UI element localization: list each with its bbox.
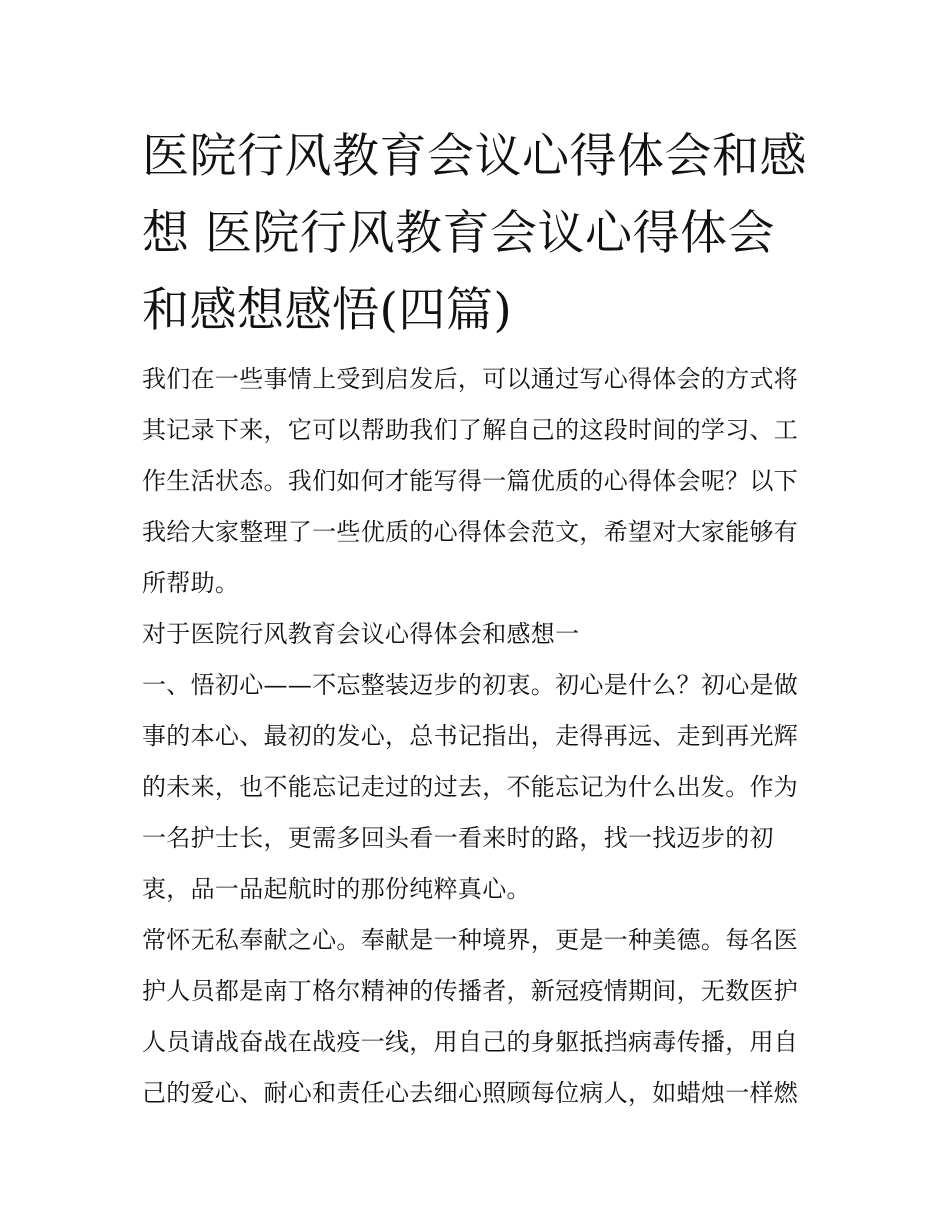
body-paragraph: 常怀无私奉献之心。奉献是一种境界，更是一种美德。每名医护人员都是南丁格尔精神的传播者，新冠疫情期间，无数医护人员请战奋战在战疫一线，用自己的身躯抵挡病毒传播，用自己的爱心、耐心和责任心去细心照顾每位病人，如蜡烛一样燃 (142, 926, 799, 1107)
document-title: 医院行风教育会议心得体会和感想 医院行风教育会议心得体会和感想感悟(四篇) (142, 129, 807, 338)
document-page (142, 118, 814, 1119)
intro-paragraph: 我们在一些事情上受到启发后，可以通过写心得体会的方式将其记录下来，它可以帮助我们了解自己的这段时间的学习、工作生活状态。我们如何才能写得一篇优质的心得体会呢？以下我给大家整理了一些优质的心得体会范文，希望对大家能够有所帮助。 (142, 365, 799, 597)
section-heading: 对于医院行风教育会议心得体会和感想一 (142, 620, 580, 648)
document-body (142, 354, 814, 1119)
body-paragraph: 一、悟初心——不忘整装迈步的初衷。初心是什么？初心是做事的本心、最初的发心，总书记指出，走得再远、走到再光辉的未来，也不能忘记走过的过去，不能忘记为什么出发。作为一名护士长，更需多回头看一看来时的路，找一找迈步的初衷，品一品起航时的那份纯粹真心。 (142, 671, 799, 903)
